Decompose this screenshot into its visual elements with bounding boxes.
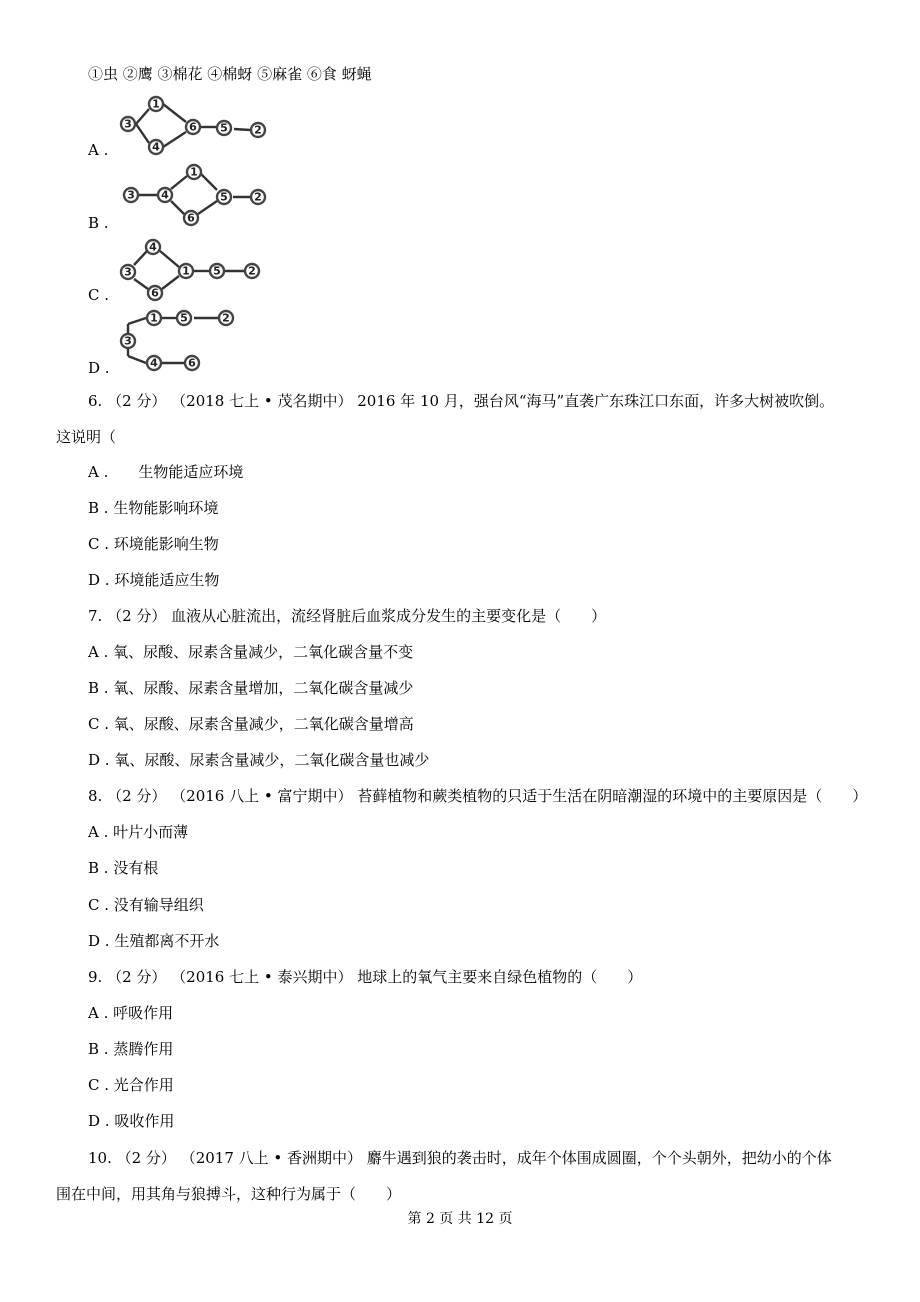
- svg-text:6: 6: [151, 286, 159, 300]
- svg-text:2: 2: [222, 311, 230, 325]
- q9-option-d[interactable]: D . 吸收作用: [88, 1112, 175, 1130]
- svg-text:6: 6: [189, 120, 197, 134]
- q8-option-c[interactable]: C . 没有输导组织: [88, 896, 204, 914]
- svg-text:5: 5: [220, 121, 228, 135]
- q6-stem: 6. （2 分） （2018 七上 • 茂名期中） 2016 年 10 月，强台风“海马”直袭广东珠江口东面，许多大树被吹倒。: [88, 392, 835, 410]
- svg-text:1: 1: [182, 264, 190, 278]
- svg-text:4: 4: [149, 240, 157, 254]
- svg-text:4: 4: [150, 356, 158, 370]
- svg-text:5: 5: [180, 311, 188, 325]
- q7-option-b[interactable]: B . 氧、尿酸、尿素含量增加，二氧化碳含量减少: [88, 679, 414, 697]
- svg-text:4: 4: [152, 140, 160, 154]
- q10-stem-continued: 围在中间，用其角与狼搏斗，这种行为属于（ ）: [56, 1185, 402, 1203]
- svg-text:1: 1: [150, 311, 158, 325]
- q9-option-a[interactable]: A . 呼吸作用: [88, 1004, 174, 1022]
- svg-text:3: 3: [124, 117, 132, 131]
- q5-option-b-label[interactable]: B .: [88, 214, 109, 232]
- svg-text:3: 3: [124, 265, 132, 279]
- svg-text:5: 5: [213, 264, 221, 278]
- svg-text:1: 1: [152, 97, 160, 111]
- q9-stem: 9. （2 分） （2016 七上 • 泰兴期中） 地球上的氧气主要来自绿色植物的（ ）: [88, 968, 643, 986]
- organisms-list: ①虫 ②鹰 ③棉花 ④棉蚜 ⑤麻雀 ⑥食 蚜蝇: [88, 65, 372, 83]
- q9-option-b[interactable]: B . 蒸腾作用: [88, 1040, 174, 1058]
- svg-text:2: 2: [254, 190, 262, 204]
- q6-option-b[interactable]: B . 生物能影响环境: [88, 499, 219, 517]
- q8-option-a[interactable]: A . 叶片小而薄: [88, 823, 189, 841]
- svg-text:2: 2: [254, 123, 262, 137]
- q5-option-d-label[interactable]: D .: [88, 359, 110, 377]
- food-web-diagram-a: [118, 92, 270, 158]
- q5-option-a-label[interactable]: A .: [88, 141, 109, 159]
- q7-option-a[interactable]: A . 氧、尿酸、尿素含量减少，二氧化碳含量不变: [88, 643, 414, 661]
- q7-option-d[interactable]: D . 氧、尿酸、尿素含量减少，二氧化碳含量也减少: [88, 751, 430, 769]
- food-web-diagram-d: [118, 306, 270, 372]
- svg-text:5: 5: [220, 190, 228, 204]
- q10-stem: 10. （2 分） （2017 八上 • 香洲期中） 麝牛遇到狼的袭击时，成年个体围成圆圈，个个头朝外，把幼小的个体: [88, 1149, 832, 1167]
- svg-text:3: 3: [124, 334, 132, 348]
- page-footer: 第 2 页 共 12 页: [407, 1211, 513, 1227]
- q6-option-c[interactable]: C . 环境能影响生物: [88, 535, 219, 553]
- q7-stem: 7. （2 分） 血液从心脏流出，流经肾脏后血浆成分发生的主要变化是（ ）: [88, 607, 607, 625]
- q8-option-d[interactable]: D . 生殖都离不开水: [88, 932, 220, 950]
- q7-option-c[interactable]: C . 氧、尿酸、尿素含量减少，二氧化碳含量增高: [88, 715, 414, 733]
- food-web-diagram-b: [118, 162, 270, 228]
- svg-text:3: 3: [127, 188, 135, 202]
- svg-text:6: 6: [188, 356, 196, 370]
- q9-option-c[interactable]: C . 光合作用: [88, 1076, 174, 1094]
- svg-text:2: 2: [248, 264, 256, 278]
- q8-stem: 8. （2 分） （2016 八上 • 富宁期中） 苔藓植物和蕨类植物的只适于生活在阴暗潮湿的环境中的主要原因是（ ）: [88, 787, 868, 805]
- svg-text:6: 6: [187, 211, 195, 225]
- q6-option-a[interactable]: A . 生物能适应环境: [88, 463, 244, 481]
- q8-option-b[interactable]: B . 没有根: [88, 859, 159, 877]
- food-web-diagram-c: [118, 236, 270, 302]
- q6-option-d[interactable]: D . 环境能适应生物: [88, 571, 220, 589]
- q5-option-c-label[interactable]: C .: [88, 286, 110, 304]
- q6-stem-continued: 这说明（: [56, 428, 117, 446]
- svg-text:4: 4: [161, 188, 169, 202]
- svg-text:1: 1: [190, 165, 198, 179]
